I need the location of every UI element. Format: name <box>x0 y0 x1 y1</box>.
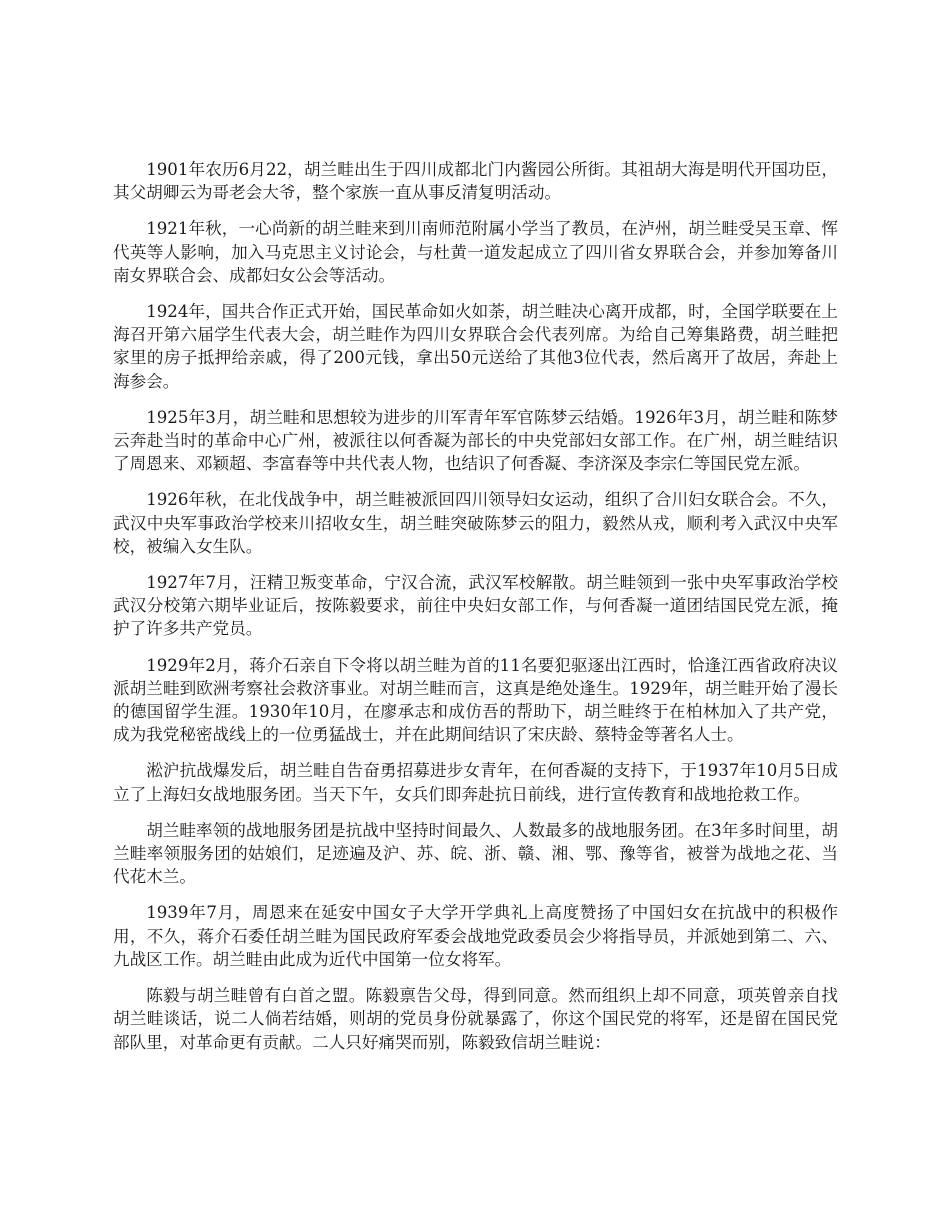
paragraph-songhu: 淞沪抗战爆发后，胡兰畦自告奋勇招募进步女青年，在何香凝的支持下，于1937年10月5日成立了上海妇女战地服务团。当天下午，女兵们即奔赴抗日前线，进行宣传教育和战地抢救工作。 <box>113 761 838 804</box>
paragraph-1927: 1927年7月，汪精卫叛变革命，宁汉合流，武汉军校解散。胡兰畦领到一张中央军事政治学校武汉分校第六期毕业证后，按陈毅要求，前往中央妇女部工作，与何香凝一道团结国民党左派，掩护了许多共产党员。 <box>113 573 838 639</box>
paragraph-service-group: 胡兰畦率领的战地服务团是抗战中坚持时间最久、人数最多的战地服务团。在3年多时间里，胡兰畦率领服务团的姑娘们，足迹遍及沪、苏、皖、浙、赣、湘、鄂、豫等省，被誉为战地之花、当代花木兰。 <box>113 820 838 887</box>
paragraph-birth: 1901年农历6月22，胡兰畦出生于四川成都北门内酱园公所街。其祖胡大海是明代开国功臣，其父胡卿云为哥老会大爷，整个家族一直从事反清复明活动。 <box>113 160 838 203</box>
paragraph-1939: 1939年7月，周恩来在延安中国女子大学开学典礼上高度赞扬了中国妇女在抗战中的积极作用，不久，蒋介石委任胡兰畦为国民政府军委会战地党政委员会少将指导员，并派她到第二、六、九战区工作。胡兰畦由此成为近代中国第一位女将军。 <box>113 903 838 969</box>
paragraph-1926-autumn: 1926年秋，在北伐战争中，胡兰畦被派回四川领导妇女运动，组织了合川妇女联合会。不久，武汉中央军事政治学校来川招收女生，胡兰畦突破陈梦云的阻力，毅然从戎，顺利考入武汉中央军校，被编入女生队。 <box>113 490 838 556</box>
paragraph-chenyi: 陈毅与胡兰畦曾有白首之盟。陈毅禀告父母，得到同意。然而组织上却不同意，项英曾亲自找胡兰畦谈话，说二人倘若结婚，则胡的党员身份就暴露了，你这个国民党的将军，还是留在国民党部队里，对革命更有贡献。二人只好痛哭而别，陈毅致信胡兰畦说： <box>113 986 838 1052</box>
document-body <box>113 158 838 1067</box>
paragraph-1929: 1929年2月，蒋介石亲自下令将以胡兰畦为首的11名要犯驱逐出江西时，恰逢江西省政府决议派胡兰畦到欧洲考察社会救济事业。对胡兰畦而言，这真是绝处逢生。1929年，胡兰畦开始了漫长的德国留学生涯。1930年10月，在廖承志和成仿吾的帮助下，胡兰畦终于在柏林加入了共产党，成为我党秘密战线上的一位勇猛战士，并在此期间结识了宋庆龄、蔡特金等著名人士。 <box>113 655 838 745</box>
paragraph-1925: 1925年3月，胡兰畦和思想较为进步的川军青年军官陈梦云结婚。1926年3月，胡兰畦和陈梦云奔赴当时的革命中心广州，被派往以何香凝为部长的中央党部妇女部工作。在广州，胡兰畦结识了周恩来、邓颖超、李富春等中共代表人物，也结识了何香凝、李济深及李宗仁等国民党左派。 <box>113 407 838 474</box>
paragraph-1924: 1924年，国共合作正式开始，国民革命如火如荼，胡兰畦决心离开成都，时，全国学联要在上海召开第六届学生代表大会，胡兰畦作为四川女界联合会代表列席。为给自己筹集路费，胡兰畦把家里的房子抵押给亲戚，得了200元钱，拿出50元送给了其他3位代表，然后离开了故居，奔赴上海参会。 <box>113 302 838 391</box>
paragraph-1921: 1921年秋，一心尚新的胡兰畦来到川南师范附属小学当了教员，在泸州，胡兰畦受吴玉章、恽代英等人影响，加入马克思主义讨论会，与杜黄一道发起成立了四川省女界联合会，并参加筹备川南女界联合会、成都妇女公会等活动。 <box>113 219 838 285</box>
